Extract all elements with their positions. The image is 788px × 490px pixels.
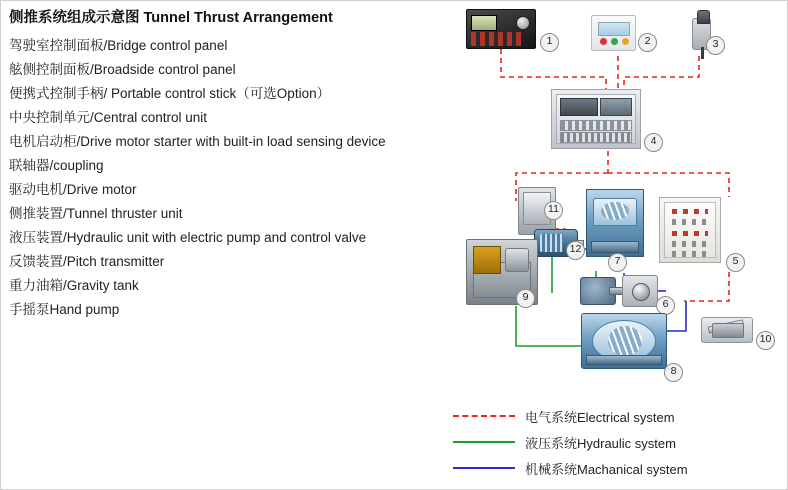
drive-motor-cooling-fins-icon [540,234,563,252]
caption-item-10: 反馈装置/Pitch transmitter [9,254,165,269]
hydraulic-pump-icon [505,248,529,272]
callout-7[interactable]: 7 [608,253,627,272]
legend-label-electrical: 电气系统Electrical system [525,409,675,425]
legend-row-hydraulic [453,429,788,455]
caption-list [9,9,459,322]
starter-panel [664,202,716,258]
tunnel-thruster-unit[interactable] [586,189,644,257]
line-bridge-to-ccu [501,49,606,89]
callout-12[interactable]: 12 [566,241,585,260]
tunnel-thruster-propeller[interactable] [581,313,667,369]
legend-swatch-mechanical-icon [453,467,515,469]
legend-label-hydraulic: 液压系统Hydraulic system [525,435,676,451]
legend-swatch-electrical-icon [453,415,515,417]
bridge-control-panel[interactable] [466,9,536,49]
bridge-panel-buttons [471,32,521,46]
callout-11[interactable]: 11 [544,201,563,220]
coupling-hub-icon [632,283,650,301]
callout-6[interactable]: 6 [656,296,675,315]
broadside-panel-display-icon [598,22,630,36]
legend-row-electrical [453,403,788,429]
drive-motor-starter[interactable] [659,197,721,263]
hand-pump[interactable] [701,317,753,343]
broadside-lamp-green-icon [611,38,618,45]
bridge-panel-knob-icon [516,16,530,30]
pitch-transmitter[interactable] [580,277,616,305]
callout-1[interactable]: 1 [540,33,559,52]
broadside-control-panel[interactable] [591,15,636,51]
caption-item-6: 联轴器/coupling [9,158,104,173]
caption-item-3: 便携式控制手柄/ Portable control stick（可选Option） [9,86,331,101]
page-title: 侧推系统组成示意图 Tunnel Thrust Arrangement [9,10,333,26]
caption-item-12: 手摇泵Hand pump [9,302,120,317]
control-stick-grip-icon [697,10,710,24]
propeller-base [586,355,662,365]
line-stick-to-ccu [624,56,699,89]
legend [453,403,788,481]
starter-indicator-row-1 [672,209,708,214]
hand-pump-body [712,323,744,338]
callout-3[interactable]: 3 [706,36,725,55]
ccu-module-b-icon [600,98,632,116]
starter-indicator-row-2 [672,231,708,236]
caption-item-7: 驱动电机/Drive motor [9,182,137,197]
line-hydraulic-to-thruster [516,306,584,346]
callout-4[interactable]: 4 [644,133,663,152]
caption-item-1: 驾驶室控制面板/Bridge control panel [9,38,228,53]
broadside-lamp-red-icon [600,38,607,45]
system-diagram [456,1,788,401]
thruster-base [591,241,639,253]
caption-item-8: 侧推装置/Tunnel thruster unit [9,206,183,221]
starter-breaker-row-1 [672,219,708,225]
legend-label-mechanical: 机械系统Machanical system [525,461,688,477]
starter-breaker-row-2 [672,241,708,247]
thruster-blades-icon [601,202,629,220]
line-starter-to-motor [684,263,729,301]
caption-item-5: 电机启动柜/Drive motor starter with built-in load sensing device [9,134,386,149]
callout-9[interactable]: 9 [516,289,535,308]
legend-row-mechanical [453,455,788,481]
ccu-module-a-icon [560,98,598,116]
caption-item-11: 重力油箱/Gravity tank [9,278,139,293]
broadside-lamp-amber-icon [622,38,629,45]
caption-item-2: 舷侧控制面板/Broadside control panel [9,62,236,77]
hydraulic-valve-block-icon [473,246,501,274]
callout-8[interactable]: 8 [664,363,683,382]
ccu-terminal-rail-icon [560,120,632,131]
bridge-panel-screen-icon [471,15,497,31]
coupling[interactable] [622,275,658,307]
control-stick-cable-icon [701,47,704,59]
caption-item-4: 中央控制单元/Central control unit [9,110,208,125]
caption-item-9: 液压装置/Hydraulic unit with electric pump and control valve [9,230,367,245]
central-control-unit[interactable] [551,89,641,149]
legend-swatch-hydraulic-icon [453,441,515,443]
callout-5[interactable]: 5 [726,253,745,272]
ccu-terminal-rail2-icon [560,132,632,143]
callout-2[interactable]: 2 [638,33,657,52]
starter-breaker-row-3 [672,251,708,257]
propeller-blades-icon [608,326,642,356]
pitch-transmitter-shaft-icon [609,287,623,295]
callout-10[interactable]: 10 [756,331,775,350]
